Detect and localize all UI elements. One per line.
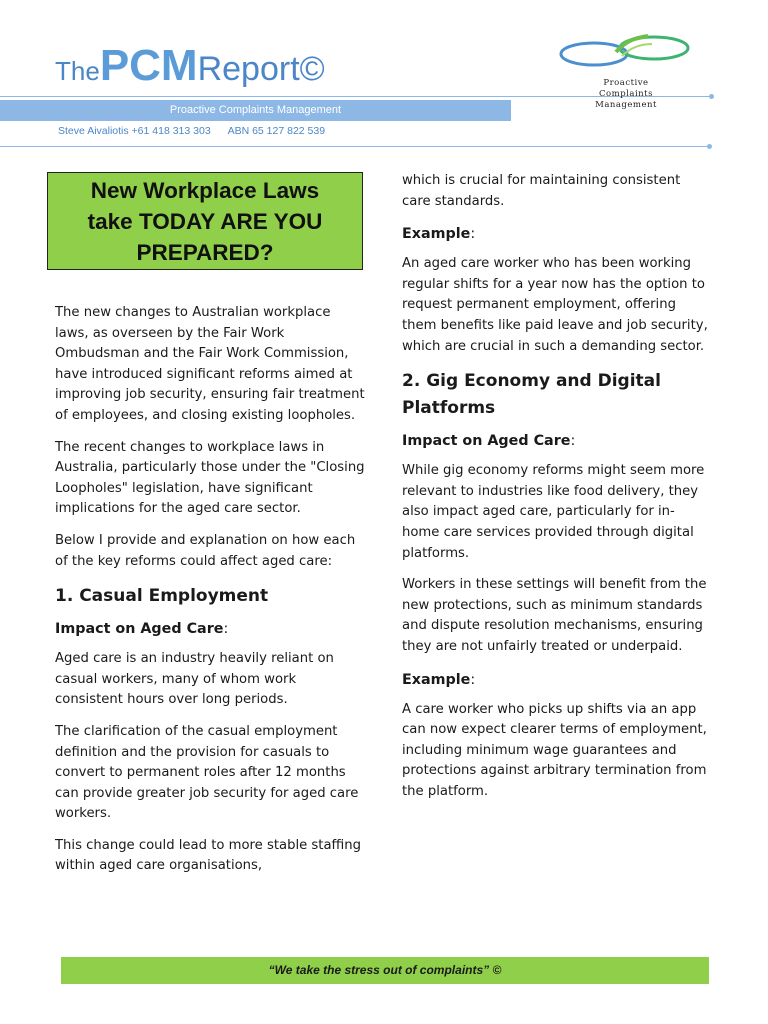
rule-dot-top [709, 94, 714, 99]
headline-line-3: PREPARED? [136, 239, 274, 265]
casual-paragraph-2: The clarification of the casual employment definition and the provision for casuals to convert to permanent roles after 12 months can provide greater job security for aged care workers. [55, 723, 359, 822]
logo-line-2: Complaints [599, 89, 653, 99]
impact-heading-casual [55, 618, 365, 640]
closing-loopholes-paragraph: The recent changes to workplace laws in Australia, particularly those under the "Closing Loopholes" legislation, have significant implications for the aged care sector. [55, 439, 365, 517]
left-column [55, 303, 365, 888]
casual-employment-heading: 1. Casual Employment [55, 586, 269, 607]
casual-paragraph-1: Aged care is an industry heavily reliant on casual workers, many of whom work consistent hours over long periods. [55, 651, 334, 708]
impact-colon-gig: : [570, 433, 576, 450]
intro-paragraph: The new changes to Australian workplace laws, as overseen by the Fair Work Ombudsman and the Fair Work Commission, have introduced significant reforms aimed at improving job security, ensuring fair treatment of employees, and closing existing loopholes. [55, 305, 365, 423]
rule-dot-bottom [707, 144, 712, 149]
example-casual-paragraph: An aged care worker who has been working regular shifts for a year now has the option to request permanent employment, offering them benefits like paid leave and job security, which are crucial in such a demanding sector. [402, 256, 708, 354]
headline-line-2: take TODAY ARE YOU [87, 208, 323, 234]
logo-line-1: Proactive [603, 78, 649, 88]
header-rule-bottom [0, 146, 710, 147]
brand-title [55, 41, 325, 90]
impact-label: Impact on Aged Care [55, 621, 224, 638]
example-heading-casual [402, 223, 712, 245]
footer-bar [61, 957, 709, 984]
gig-paragraph-2: Workers in these settings will benefit from the new protections, such as minimum standards and dispute resolution mechanisms, ensuring they are not unfairly treated or underpaid. [402, 577, 707, 654]
headline-line-1: New Workplace Laws [90, 177, 320, 203]
gig-paragraph-1: While gig economy reforms might seem more relevant to industries like food delivery, they also impact aged care, particularly for in-home care services provided through digital platforms. [402, 463, 705, 561]
header-bar [0, 100, 511, 121]
impact-label-gig: Impact on Aged Care [402, 433, 571, 450]
example-colon: : [470, 226, 476, 243]
example-label-gig: Example [402, 671, 471, 688]
brand-pcm: PCM [99, 41, 198, 90]
headline [88, 175, 323, 268]
example-gig-paragraph: A care worker who picks up shifts via an app can now expect clearer terms of employment, including minimum wage guarantees and protections against arbitrary termination from the platform. [402, 701, 707, 799]
example-colon-gig: : [470, 671, 476, 688]
header-bar-text: Proactive Complaints Management [169, 104, 342, 116]
headline-box [47, 172, 363, 270]
logo-text [566, 78, 686, 111]
gig-economy-heading: 2. Gig Economy and Digital Platforms [402, 371, 661, 419]
logo-line-3: Management [595, 100, 657, 110]
footer-tagline: “We take the stress out of complaints” © [268, 963, 502, 977]
brand-report: Report© [197, 50, 325, 88]
example-heading-gig [402, 669, 712, 691]
right-column [402, 171, 712, 813]
casual-paragraph-3: This change could lead to more stable staffing within aged care organisations, [55, 837, 362, 874]
impact-colon: : [223, 621, 229, 638]
brand-the: The [55, 56, 100, 86]
example-label: Example [402, 226, 471, 243]
explanation-paragraph: Below I provide and explanation on how each of the key reforms could affect aged care: [55, 532, 356, 569]
impact-heading-gig [402, 430, 712, 452]
contact-line: Steve Aivaliotis +61 418 313 303 ABN 65 127 822 539 [58, 125, 326, 137]
continued-paragraph: which is crucial for maintaining consistent care standards. [402, 173, 681, 209]
